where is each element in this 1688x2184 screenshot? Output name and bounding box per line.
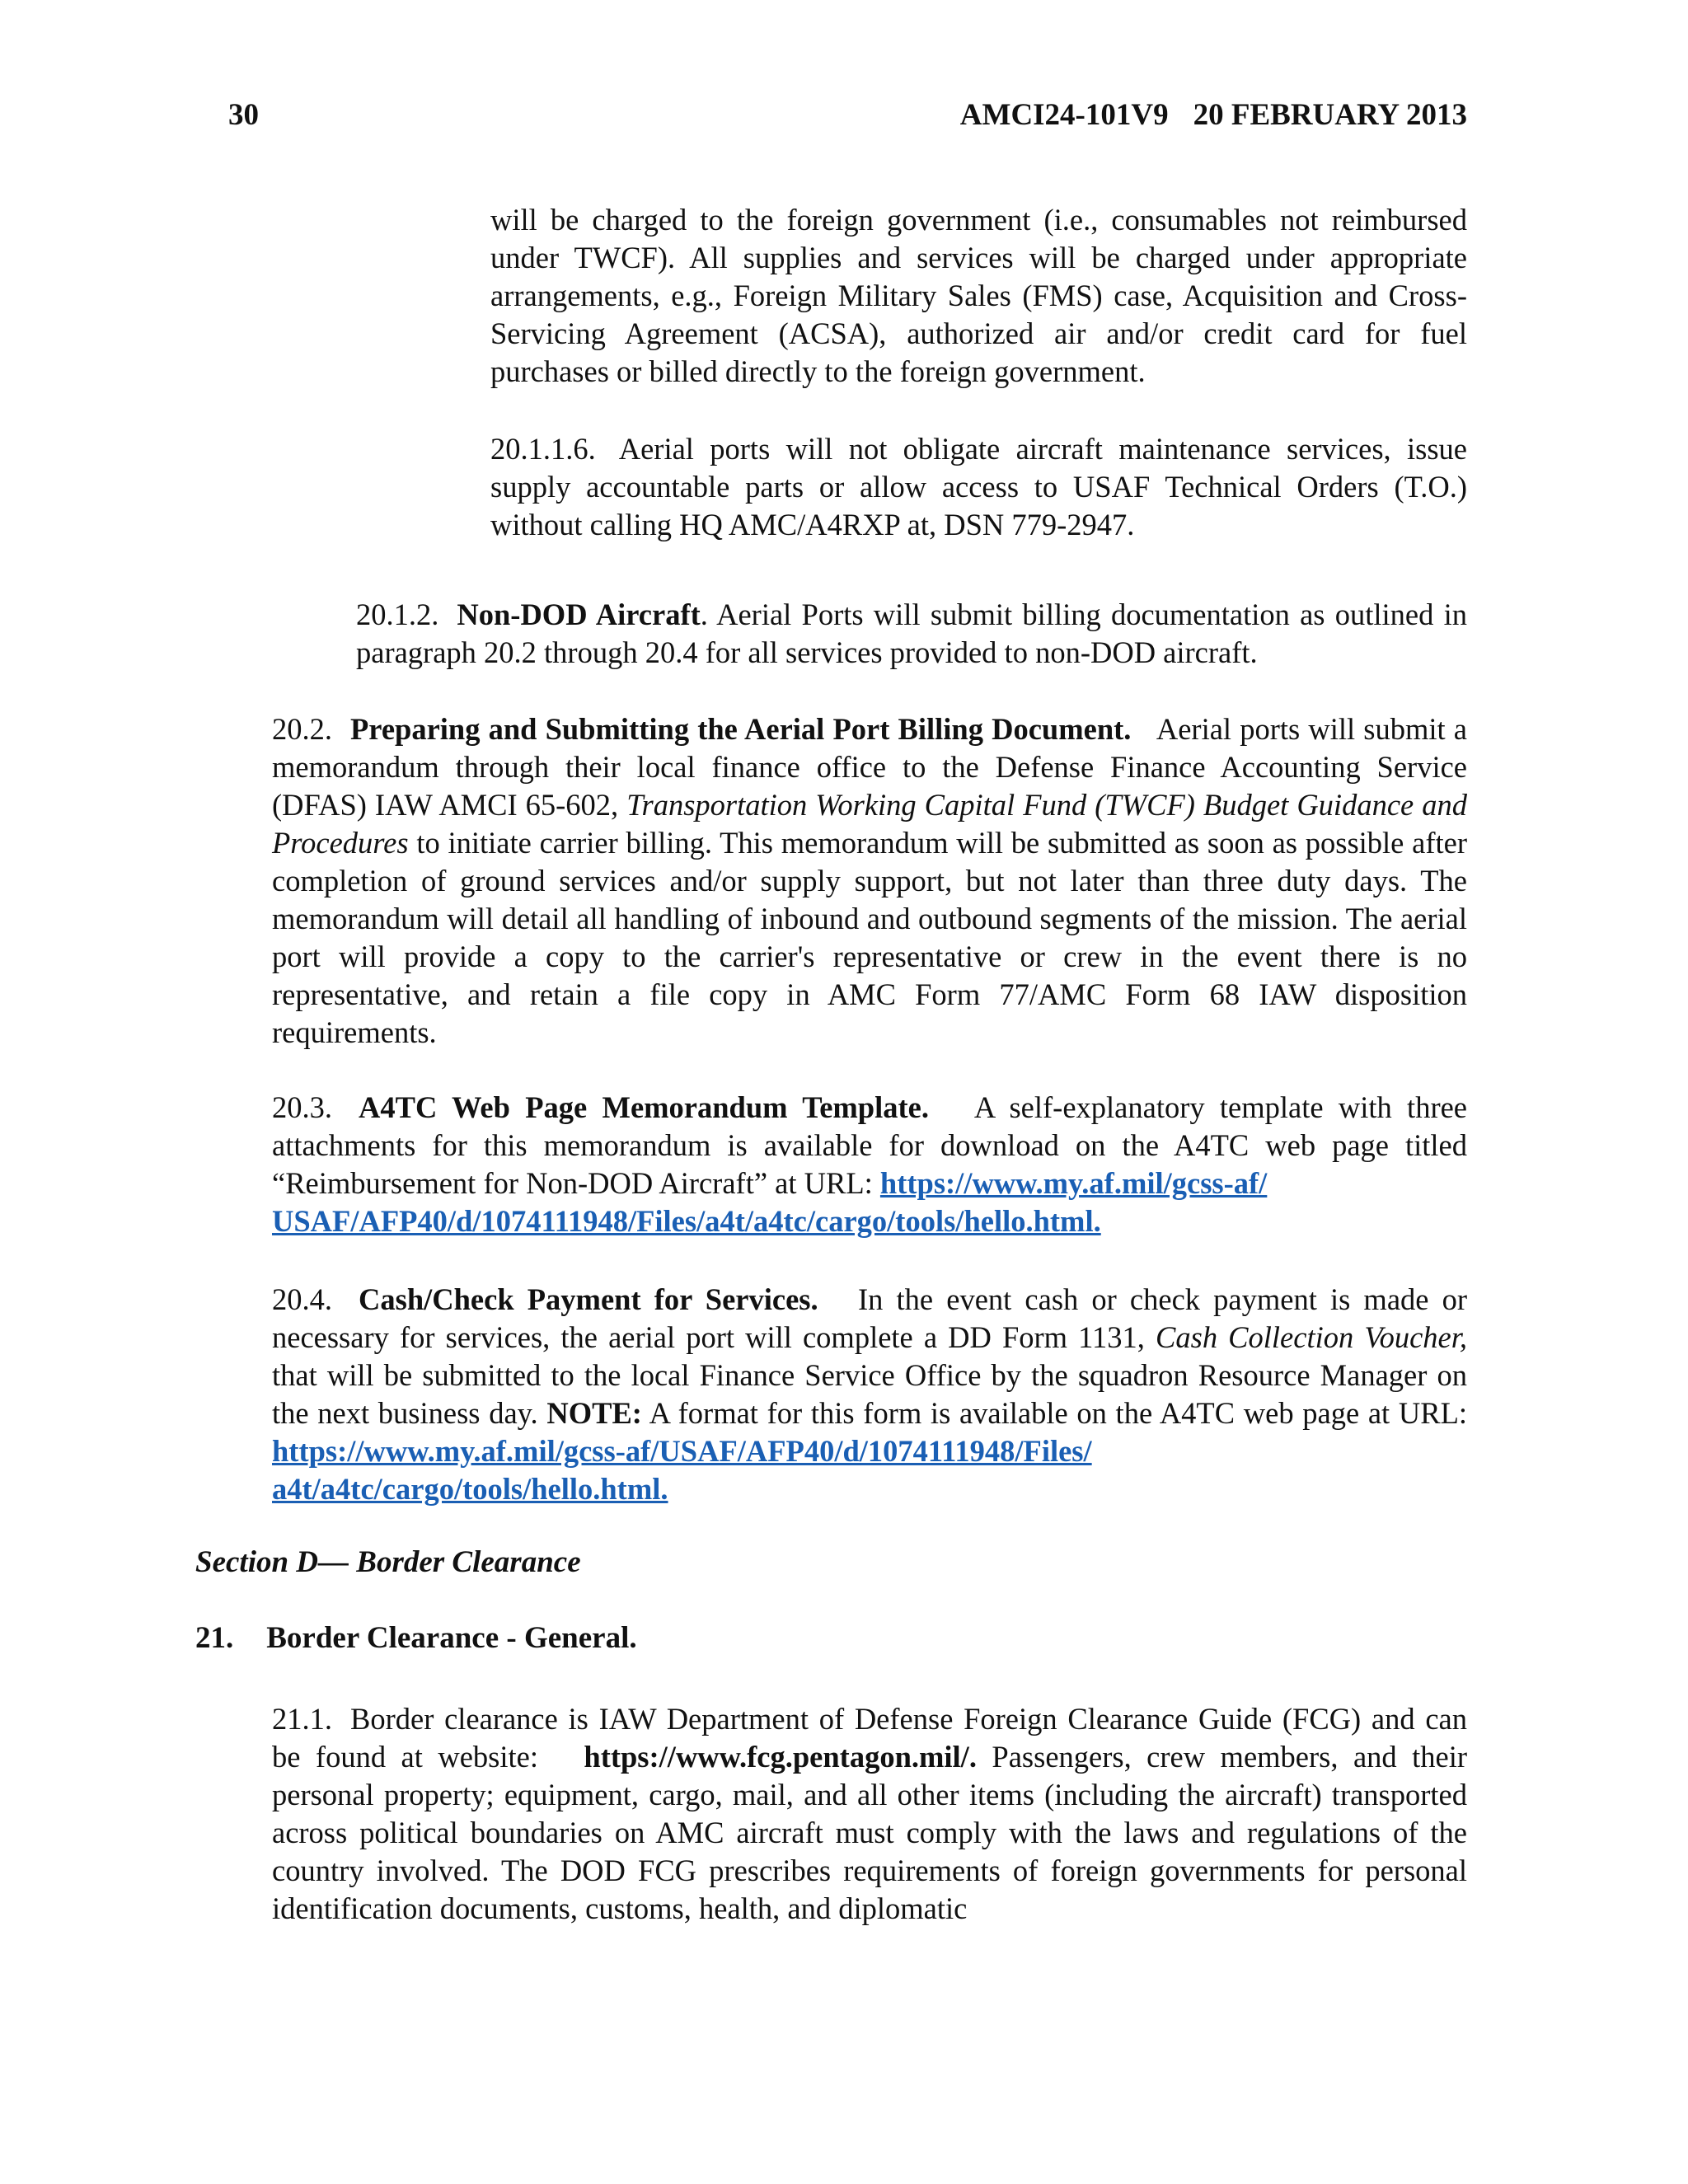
paragraph-text: Border clearance is IAW Department of Defense Foreign Clearance Guide (FCG) and can be found at website: <box>272 1702 1467 1774</box>
section-heading: Section D— Border Clearance <box>195 1545 581 1579</box>
paragraph-continuation <box>490 201 1467 391</box>
heading-title: Border Clearance - General. <box>266 1621 637 1655</box>
paragraph-title: Non-DOD Aircraft <box>457 598 701 631</box>
paragraph-text-continued: to initiate carrier billing. This memorandum will be submitted as soon as possible after completion of ground services and/or supply support, but not later than three duty days. The memorandum will detail all handling of inbound and outbound segments of the mission. The aerial port will provide a copy to the carrier's representative or crew in the event there is no representative, and retain a file copy in AMC Form 77/AMC Form 68 IAW disposition requirements. <box>272 826 1467 1049</box>
paragraph-title: Preparing and Submitting the Aerial Port Billing Document. <box>350 712 1132 746</box>
page-header <box>228 97 1467 138</box>
doc-number: AMCI24-101V9 <box>959 98 1169 132</box>
url-link-part-1[interactable]: https://www.my.af.mil/gcss-af/USAF/AFP40/d/1074111948/Files/ <box>272 1434 1092 1468</box>
paragraph-title: A4TC Web Page Memorandum Template. <box>359 1090 929 1124</box>
paragraph-text-continued: that will be submitted to the local Finance Service Office by the squadron Resource Manager on the next business day. <box>272 1358 1467 1430</box>
paragraph-text-continued: Passengers, crew members, and their personal property; equipment, cargo, mail, and all other items (including the aircraft) transported across political boundaries on AMC aircraft must comply with the laws and regulations of the country involved. The DOD FCG prescribes requirements of foreign governments for personal identification documents, customs, health, and diplomatic <box>272 1740 1467 1925</box>
url-link-part-2[interactable]: USAF/AFP40/d/1074111948/Files/a4t/a4tc/cargo/tools/hello.html. <box>272 1204 1101 1238</box>
heading-number: 21. <box>195 1621 234 1655</box>
paragraph-text: . Aerial Ports will submit billing documentation as outlined in paragraph 20.2 through 20.4 for all services provided to non-DOD aircraft. <box>356 598 1467 669</box>
document-id <box>960 97 1467 133</box>
paragraph-number: 20.1.2. <box>356 598 439 631</box>
paragraph-number: 20.2. <box>272 712 332 746</box>
paragraph-text: Aerial ports will submit a memorandum through their local finance office to the Defense Finance Accounting Service (DFAS) IAW AMCI 65-602, <box>272 712 1468 822</box>
note-label: NOTE: <box>546 1396 642 1430</box>
paragraph-20-1-1-6 <box>490 430 1467 544</box>
paragraph-text: A self-explanatory template with three attachments for this memorandum is available for download on the A4TC web page titled “Reimbursement for Non-DOD Aircraft” at URL: <box>272 1090 1467 1200</box>
paragraph-text: In the event cash or check payment is made or necessary for services, the aerial port will complete a DD Form 1131, <box>272 1282 1467 1354</box>
website-url: https://www.fcg.pentagon.mil/. <box>584 1740 977 1774</box>
publication-title: Transportation Working Capital Fund (TWCF) Budget Guidance and Procedures <box>272 788 1467 860</box>
paragraph-21-1 <box>272 1700 1467 1928</box>
doc-date: 20 FEBRUARY 2013 <box>1193 98 1467 132</box>
url-link-part-1[interactable]: https://www.my.af.mil/gcss-af/ <box>879 1166 1268 1200</box>
paragraph-number: 20.4. <box>272 1282 332 1316</box>
paragraph-20-1-2 <box>356 596 1467 672</box>
url-link-part-2[interactable]: a4t/a4tc/cargo/tools/hello.html. <box>272 1472 668 1506</box>
paragraph-title: Cash/Check Payment for Services. <box>359 1282 818 1316</box>
paragraph-number: 20.1.1.6. <box>490 432 596 466</box>
paragraph-number: 21.1. <box>272 1702 332 1736</box>
paragraph-text: will be charged to the foreign government (i.e., consumables not reimbursed under TWCF). All supplies and services will be charged under appropriate arrangements, e.g., Foreign Military Sales (FMS) case, Acquisition and Cross-Servicing Agreement (ACSA), authorized air and/or credit card for fuel purchases or billed directly to the foreign government. <box>490 203 1467 388</box>
paragraph-20-2 <box>272 710 1467 1052</box>
form-title: Cash Collection Voucher, <box>1156 1320 1467 1354</box>
paragraph-number: 20.3. <box>272 1090 332 1124</box>
paragraph-20-4 <box>272 1281 1467 1508</box>
paragraph-text-note: A format for this form is available on the A4TC web page at URL: <box>641 1396 1468 1430</box>
paragraph-20-3 <box>272 1089 1467 1240</box>
paragraph-text: Aerial ports will not obligate aircraft maintenance services, issue supply accountable parts or allow access to USAF Technical Orders (T.O.) without calling HQ AMC/A4RXP at, DSN 779-2947. <box>490 432 1467 541</box>
chapter-heading-21 <box>195 1619 637 1657</box>
page-number: 30 <box>228 98 259 132</box>
